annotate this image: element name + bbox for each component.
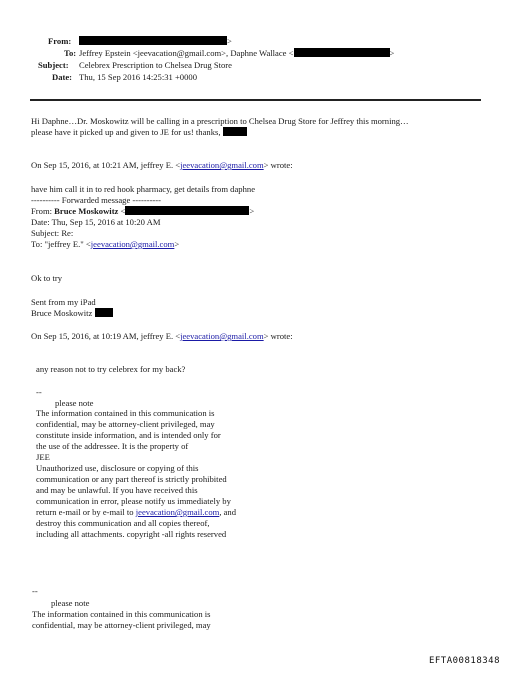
message-line: have him call it in to red hook pharmacy, get details from daphne <box>31 184 256 194</box>
from-value: > <box>79 36 232 46</box>
redaction-box <box>125 206 249 215</box>
disclaimer-line: communication or any part thereof is strictly prohibited <box>36 474 227 484</box>
disclaimer-line: The information contained in this communication is <box>32 609 211 619</box>
redaction-box <box>294 48 390 57</box>
disclaimer-line: constitute inside information, and is intended only for <box>36 430 221 440</box>
email-link[interactable]: jeevacation@gmail.com <box>135 507 220 517</box>
body-line-1: Hi Daphne…Dr. Moskowitz will be calling in a prescription to Chelsea Drug Store for Jeffrey this morning… <box>31 116 409 126</box>
redaction-box <box>223 127 247 136</box>
disclaimer-note: please note <box>55 398 94 408</box>
redaction-box <box>95 308 113 317</box>
date-value: Thu, 15 Sep 2016 14:25:31 +0000 <box>79 72 197 82</box>
question-line: any reason not to try celebrex for my back? <box>36 364 186 374</box>
forwarded-date: Date: Thu, Sep 15, 2016 at 10:20 AM <box>31 217 161 227</box>
date-label: Date: <box>52 72 73 82</box>
signature: Bruce Moskowitz <box>31 308 113 318</box>
bates-number: EFTA00818348 <box>428 656 500 666</box>
disclaimer-line: the use of the addressee. It is the property of <box>36 441 189 451</box>
subject-label: Subject: <box>38 60 69 70</box>
email-link[interactable]: jeevacation@gmail.com <box>90 239 175 249</box>
disclaimer-line: communication in error, please notify us immediately by <box>36 496 231 506</box>
forwarded-separator: ---------- Forwarded message ---------- <box>31 195 162 205</box>
email-link[interactable]: jeevacation@gmail.com <box>180 160 264 170</box>
sent-from: Sent from my iPad <box>31 297 96 307</box>
forwarded-to: To: "jeffrey E." <jeevacation@gmail.com> <box>31 239 180 249</box>
subject-value: Celebrex Prescription to Chelsea Drug Store <box>79 60 232 70</box>
header-divider <box>30 99 481 101</box>
disclaimer-dash: -- <box>32 586 38 596</box>
disclaimer-line: confidential, may be attorney-client privileged, may <box>32 620 211 630</box>
quote-header-2: On Sep 15, 2016, at 10:19 AM, jeffrey E. <jeevacation@gmail.com> wrote: <box>31 331 293 341</box>
disclaimer-line: destroy this communication and all copies thereof, <box>36 518 210 528</box>
to-label: To: <box>64 48 77 58</box>
redaction-box <box>79 36 227 45</box>
disclaimer-line: including all attachments. copyright -all rights reserved <box>36 529 227 539</box>
disclaimer-note: please note <box>51 598 90 608</box>
to-value: Jeffrey Epstein <jeevacation@gmail.com>, Daphne Wallace < > <box>79 48 395 58</box>
disclaimer-line: confidential, may be attorney-client privileged, may <box>36 419 215 429</box>
forwarded-from: From: Bruce Moskowitz < > <box>31 206 255 216</box>
from-label: From: <box>48 36 72 46</box>
email-link[interactable]: jeevacation@gmail.com <box>180 331 264 341</box>
disclaimer-line: JEE <box>36 452 50 462</box>
disclaimer-dash: -- <box>36 387 42 397</box>
disclaimer-line: Unauthorized use, disclosure or copying of this <box>36 463 199 473</box>
disclaimer-line: and may be unlawful. If you have received this <box>36 485 198 495</box>
disclaimer-line: The information contained in this communication is <box>36 408 215 418</box>
disclaimer-return-line: return e-mail or by e-mail to jeevacation@gmail.com, and <box>36 507 237 517</box>
quote-header-1: On Sep 15, 2016, at 10:21 AM, jeffrey E. <jeevacation@gmail.com> wrote: <box>31 160 293 170</box>
reply-ok: Ok to try <box>31 273 63 283</box>
body-line-2: please have it picked up and given to JE for us! thanks, <box>31 127 247 137</box>
forwarded-subject: Subject: Re: <box>31 228 74 238</box>
